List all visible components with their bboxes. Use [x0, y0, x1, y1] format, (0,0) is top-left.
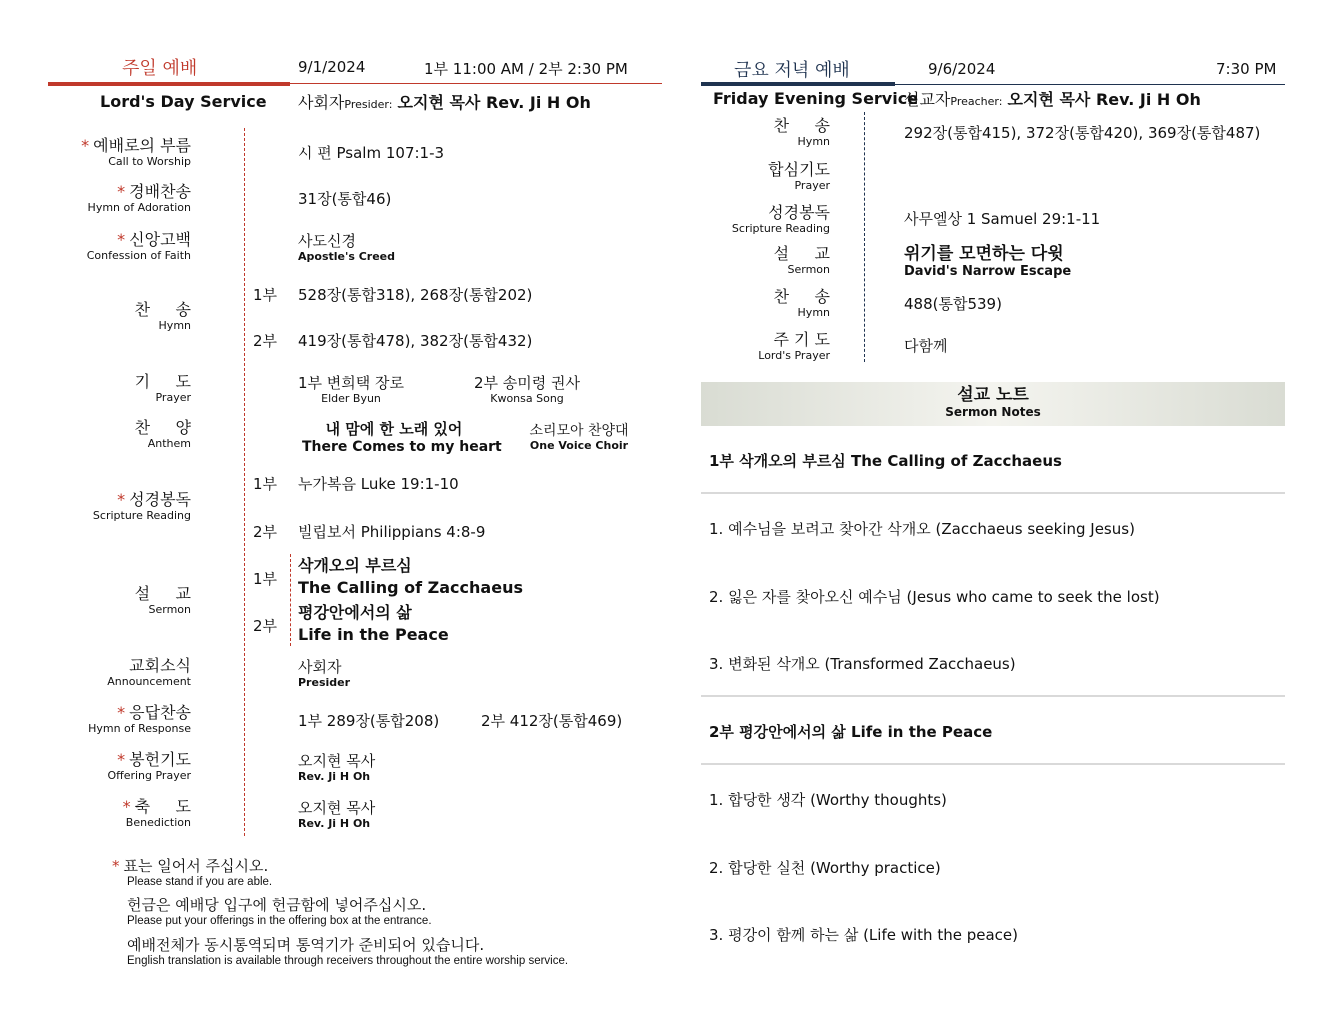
- note-line: 2. 잃은 자를 찾아오신 예수님 (Jesus who came to seek the lost): [709, 588, 1160, 606]
- order-item-sermon: 설 교 Sermon: [134, 584, 191, 616]
- hymn-part2-label: 2부: [253, 332, 278, 350]
- friday-item-hymn1: 찬 송 Hymn: [773, 116, 830, 148]
- scripture1-label: 1부: [253, 475, 278, 493]
- creed-value: 사도신경 Apostle's Creed: [298, 232, 396, 263]
- note-line: 1. 예수님을 보려고 찾아간 삭개오 (Zacchaeus seeking Jesus): [709, 520, 1135, 538]
- friday-item-hymn2: 찬 송 Hymn: [773, 287, 830, 319]
- friday-scripture-value: 사무엘상 1 Samuel 29:1-11: [904, 210, 1101, 228]
- order-item-offering: * 봉헌기도 Offering Prayer: [107, 750, 191, 782]
- order-item-benediction: * 축 도 Benediction: [122, 797, 191, 829]
- note-line: 3. 평강이 함께 하는 삶 (Life with the peace): [709, 926, 1018, 944]
- friday-subtitle: Friday Evening Service: [713, 89, 919, 108]
- sermon2-value: 평강안에서의 삶 Life in the Peace: [298, 603, 449, 644]
- response1-value: 1부 289장(통합208): [298, 712, 440, 730]
- friday-preacher: 설교자Preacher: 오지현 목사 Rev. Ji H Oh: [904, 90, 1201, 109]
- adoration-value: 31장(통합46): [298, 190, 392, 208]
- presider-name: 오지현 목사 Rev. Ji H Oh: [397, 93, 591, 112]
- sunday-title-rule: [48, 82, 290, 86]
- friday-hymn1-value: 292장(통합415), 372장(통합420), 369장(통합487): [904, 124, 1261, 142]
- friday-item-scripture: 성경봉독 Scripture Reading: [731, 203, 830, 235]
- scripture2-value: 빌립보서 Philippians 4:8-9: [298, 523, 486, 541]
- friday-header-rule: [895, 84, 1285, 85]
- friday-hymn2-value: 488(통합539): [904, 295, 1002, 313]
- friday-time: 7:30 PM: [1216, 60, 1277, 78]
- friday-title: 금요 저녁 예배: [734, 60, 850, 81]
- scripture1-value: 누가복음 Luke 19:1-10: [298, 475, 459, 493]
- friday-item-lords-prayer: 주 기 도 Lord's Prayer: [758, 330, 830, 362]
- scripture2-label: 2부: [253, 523, 278, 541]
- sunday-presider: [298, 90, 591, 113]
- note-line: 2. 합당한 실천 (Worthy practice): [709, 859, 941, 877]
- friday-title-rule: [701, 82, 895, 86]
- order-item-response: * 응답찬송 Hymn of Response: [88, 703, 191, 735]
- announcement-value: 사회자 Presider: [298, 658, 351, 689]
- prayer2-value: 2부 송미령 권사 Kwonsa Song: [474, 374, 581, 405]
- sermon1-value: 삭개오의 부르심 The Calling of Zacchaeus: [298, 556, 523, 597]
- note-line: 3. 변화된 삭개오 (Transformed Zacchaeus): [709, 655, 1016, 673]
- hymn-part1-label: 1부: [253, 286, 278, 304]
- sunday-times: 1부 11:00 AM / 2부 2:30 PM: [424, 60, 628, 78]
- order-item-scripture: * 성경봉독 Scripture Reading: [92, 490, 191, 522]
- sunday-divider: [244, 128, 245, 836]
- friday-lords-prayer-value: 다함께: [904, 337, 948, 355]
- benediction-value: 오지현 목사 Rev. Ji H Oh: [298, 799, 376, 830]
- prayer1-value: 1부 변희택 장로 Elder Byun: [298, 374, 405, 405]
- sermon2-label: 2부: [253, 617, 278, 635]
- order-item-announcement: 교회소식 Announcement: [107, 656, 191, 688]
- sunday-title: 주일 예배: [122, 58, 198, 79]
- order-item-hymn: 찬 송 Hymn: [134, 300, 191, 332]
- note-translation: 예배전체가 동시통역되며 통역기가 준비되어 있습니다. English translation is available through receivers throughout the entire worship service.: [127, 936, 569, 967]
- sunday-subtitle: Lord's Day Service: [100, 92, 267, 111]
- response2-value: 2부 412장(통합469): [481, 712, 623, 730]
- friday-divider: [864, 112, 865, 362]
- friday-item-sermon: 설 교 Sermon: [773, 244, 830, 276]
- note-stand: * 표는 일어서 주십시오. Please stand if you are able.: [112, 857, 273, 888]
- offering-value: 오지현 목사 Rev. Ji H Oh: [298, 752, 376, 783]
- presider-en: Presider:: [344, 98, 393, 111]
- note-heading-part2: 2부 평강안에서의 삶 Life in the Peace: [709, 723, 993, 741]
- sermon1-label: 1부: [253, 570, 278, 588]
- note-heading-part1: 1부 삭개오의 부르심 The Calling of Zacchaeus: [709, 452, 1062, 470]
- order-item-anthem: 찬 양 Anthem: [134, 418, 191, 450]
- hymn-part1-value: 528장(통합318), 268장(통합202): [298, 286, 533, 304]
- note-separator: [701, 492, 1285, 494]
- call-to-worship-value: 시 편 Psalm 107:1-3: [298, 144, 445, 162]
- order-item-confession: * 신앙고백 Confession of Faith: [86, 230, 191, 262]
- sunday-date: 9/1/2024: [298, 58, 366, 76]
- presider-kr: 사회자: [298, 93, 345, 112]
- order-item-adoration: * 경배찬송 Hymn of Adoration: [87, 182, 191, 214]
- sunday-header-rule: [290, 83, 662, 84]
- friday-item-prayer: 합심기도 Prayer: [768, 160, 830, 192]
- note-separator: [701, 695, 1285, 697]
- note-separator: [701, 763, 1285, 765]
- friday-date: 9/6/2024: [928, 60, 996, 78]
- note-offering: 헌금은 예배당 입구에 헌금함에 넣어주십시오. Please put your offerings in the offering box at the entrance.: [127, 896, 432, 927]
- note-line: 1. 합당한 생각 (Worthy thoughts): [709, 791, 947, 809]
- choir-value: 소리모아 찬양대 One Voice Choir: [529, 423, 629, 452]
- hymn-part2-value: 419장(통합478), 382장(통합432): [298, 332, 533, 350]
- friday-sermon-value: 위기를 모면하는 다윗 David's Narrow Escape: [904, 244, 1072, 279]
- sermon-divider: [290, 554, 291, 646]
- sermon-notes-title: 설교 노트 Sermon Notes: [945, 385, 1041, 419]
- anthem-value: 내 맘에 한 노래 있어 There Comes to my heart: [302, 420, 502, 455]
- order-item-call-to-worship: * 예배로의 부름 Call to Worship: [81, 136, 191, 168]
- order-item-prayer: 기 도 Prayer: [134, 372, 191, 404]
